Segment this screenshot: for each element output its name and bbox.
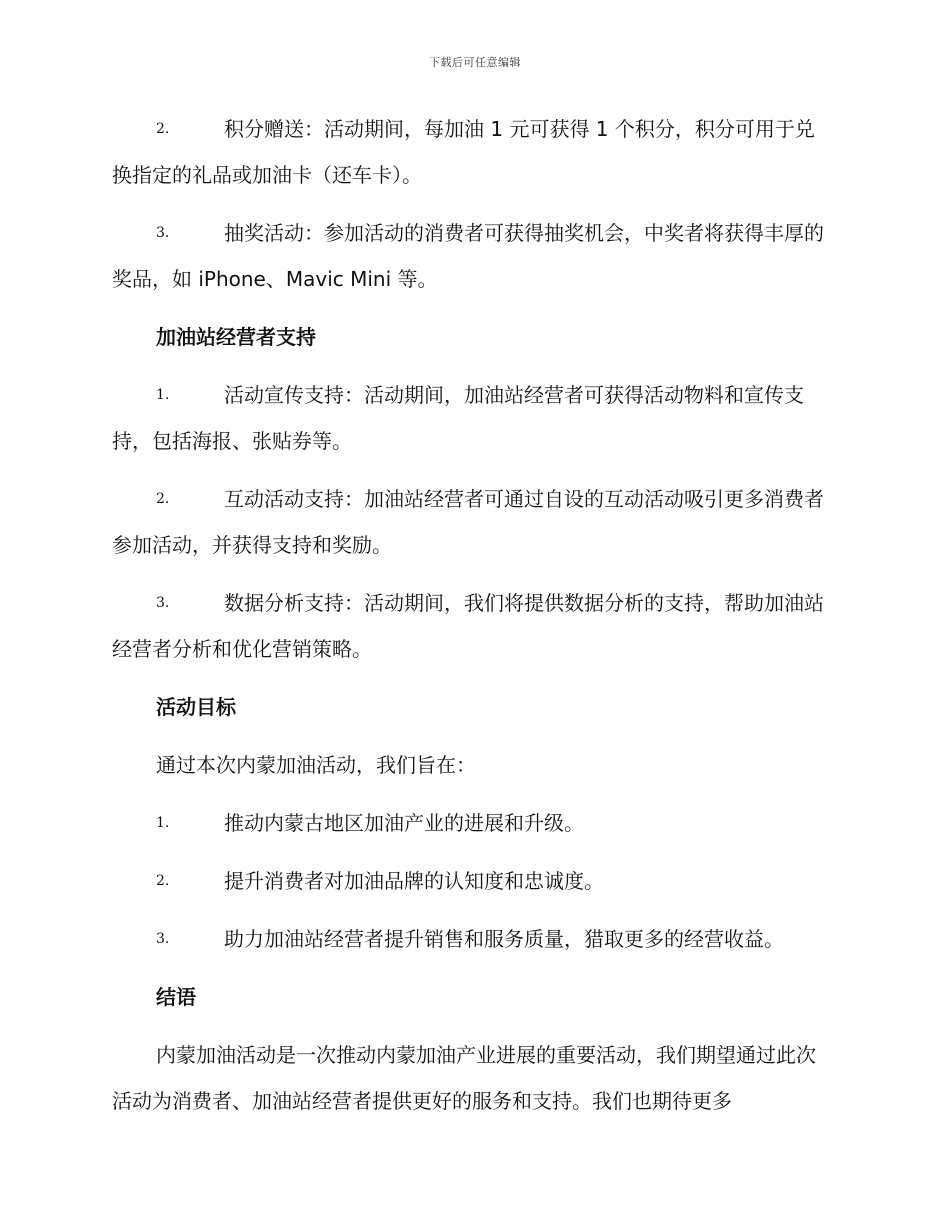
list-item-promo-3 [112, 210, 832, 302]
list-text: 推动内蒙古地区加油产业的进展和升级。 [224, 811, 584, 835]
list-text: 提升消费者对加油品牌的认知度和忠诚度。 [224, 869, 604, 893]
list-item-support-2 [112, 476, 832, 568]
section-heading-conclusion: 结语 [156, 985, 196, 1009]
document-body [112, 106, 832, 1136]
list-number: 3. [156, 595, 170, 611]
list-number: 3. [156, 225, 170, 241]
conclusion-paragraph: 内蒙加油活动是一次推动内蒙加油产业进展的重要活动，我们期望通过此次活动为消费者、加油站经营者提供更好的服务和支持。我们也期待更多 [112, 1043, 816, 1113]
list-item-promo-2 [112, 106, 832, 198]
goals-intro: 通过本次内蒙加油活动，我们旨在： [156, 753, 476, 777]
list-number: 1. [156, 815, 170, 831]
list-text: 数据分析支持：活动期间，我们将提供数据分析的支持，帮助加油站经营者分析和优化营销策略。 [112, 591, 824, 661]
list-text: 活动宣传支持：活动期间，加油站经营者可获得活动物料和宣传支持，包括海报、张贴券等。 [112, 383, 804, 453]
list-number: 2. [156, 491, 170, 507]
list-text: 积分赠送：活动期间，每加油 1 元可获得 1 个积分，积分可用于兑换指定的礼品或加油卡（还车卡）。 [112, 117, 815, 187]
list-text: 互动活动支持：加油站经营者可通过自设的互动活动吸引更多消费者参加活动，并获得支持和奖励。 [112, 487, 824, 557]
list-text: 助力加油站经营者提升销售和服务质量，猎取更多的经营收益。 [224, 927, 784, 951]
list-item-goal-1 [112, 800, 832, 846]
page-header: 下载后可任意编辑 [429, 56, 521, 69]
list-item-goal-2 [112, 858, 832, 904]
list-number: 3. [156, 931, 170, 947]
list-item-goal-3 [112, 916, 832, 962]
section-heading-goals: 活动目标 [156, 695, 236, 719]
list-number: 2. [156, 873, 170, 889]
list-item-support-1 [112, 372, 832, 464]
list-number: 2. [156, 121, 170, 137]
list-text: 抽奖活动：参加活动的消费者可获得抽奖机会，中奖者将获得丰厚的奖品，如 iPhone、Mavic Mini 等。 [112, 221, 824, 291]
section-heading-support: 加油站经营者支持 [156, 325, 316, 349]
list-item-support-3 [112, 580, 832, 672]
list-number: 1. [156, 387, 170, 403]
